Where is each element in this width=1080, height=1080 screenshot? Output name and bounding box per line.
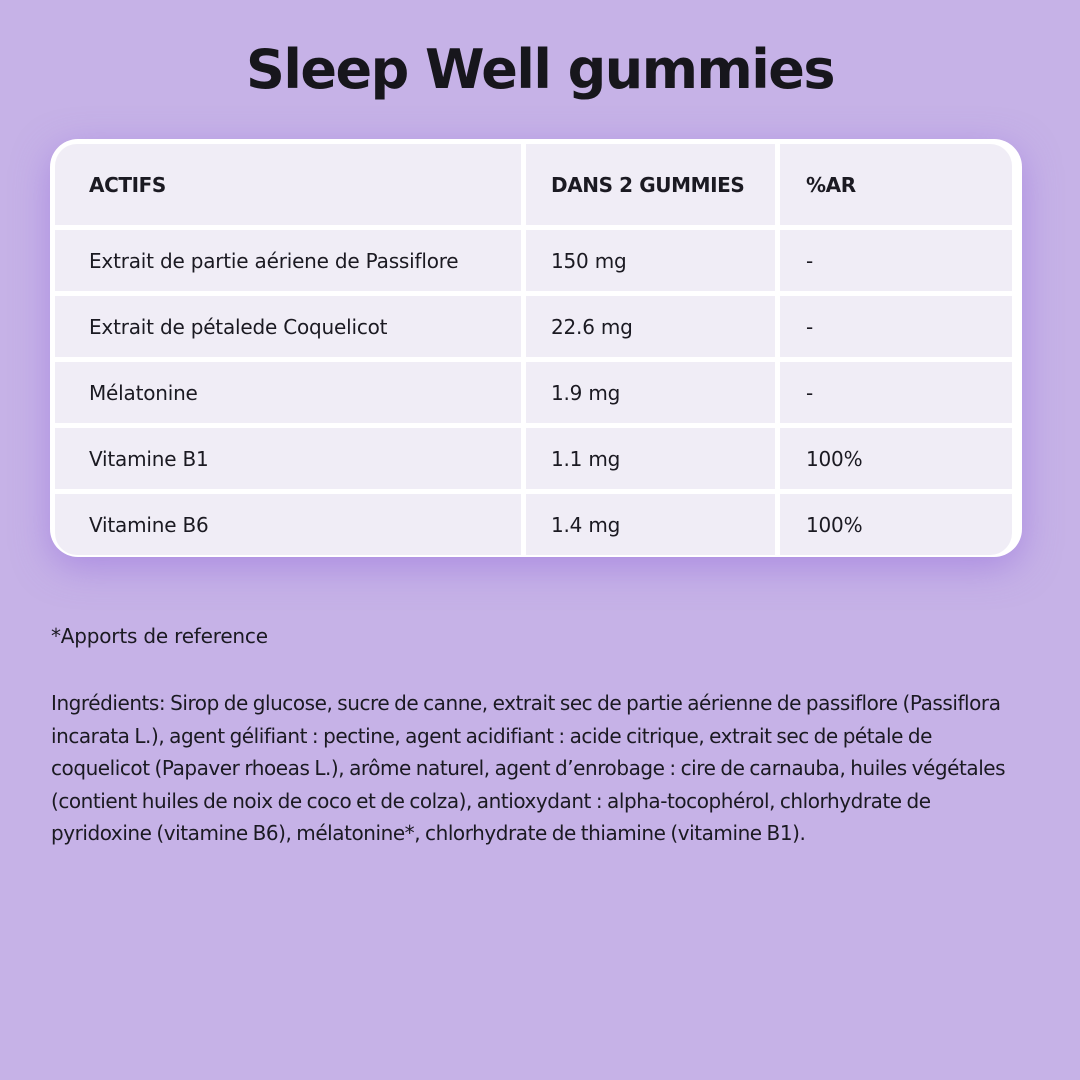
cell-actif: Mélatonine bbox=[55, 362, 521, 423]
cell-amount: 150 mg bbox=[526, 230, 775, 291]
cell-ar: 100% bbox=[780, 428, 1012, 489]
cell-actif: Extrait de partie aériene de Passiflore bbox=[55, 230, 521, 291]
header-actifs: ACTIFS bbox=[55, 144, 521, 225]
footnote: *Apports de reference bbox=[51, 624, 268, 648]
table-row bbox=[55, 230, 1012, 291]
cell-actif: Extrait de pétalede Coquelicot bbox=[55, 296, 521, 357]
cell-amount: 1.4 mg bbox=[526, 494, 775, 555]
nutrition-table-card bbox=[50, 139, 1022, 557]
ingredients-text: Ingrédients: Sirop de glucose, sucre de canne, extrait sec de partie aérienne de passiflore (Passiflora incarata L.), agent gélifiant : pectine, agent acidifiant : acide citrique, extrait sec de pétale de coquelicot (Papaver rhoeas L.), arôme naturel, agent d’enrobage : cire de carnauba, huiles végétales (contient huiles de noix de coco et de colza), antioxydant : alpha-tocophérol, chlorhydrate de pyridoxine (vitamine B6), mélatonine*, chlorhydrate de thiamine (vitamine B1). bbox=[51, 691, 1006, 845]
table-row bbox=[55, 362, 1012, 423]
cell-actif: Vitamine B6 bbox=[55, 494, 521, 555]
cell-ar: - bbox=[780, 362, 1012, 423]
header-dans-2-gummies: DANS 2 GUMMIES bbox=[526, 144, 775, 225]
table-row bbox=[55, 428, 1012, 489]
table-row bbox=[55, 494, 1012, 555]
cell-amount: 1.9 mg bbox=[526, 362, 775, 423]
page-title: Sleep Well gummies bbox=[245, 38, 835, 101]
nutrition-table bbox=[50, 139, 1017, 560]
cell-actif: Vitamine B1 bbox=[55, 428, 521, 489]
cell-amount: 22.6 mg bbox=[526, 296, 775, 357]
cell-ar: 100% bbox=[780, 494, 1012, 555]
cell-ar: - bbox=[780, 296, 1012, 357]
table-header-row bbox=[55, 144, 1012, 225]
header-ar: %AR bbox=[780, 144, 1012, 225]
cell-ar: - bbox=[780, 230, 1012, 291]
table-row bbox=[55, 296, 1012, 357]
cell-amount: 1.1 mg bbox=[526, 428, 775, 489]
